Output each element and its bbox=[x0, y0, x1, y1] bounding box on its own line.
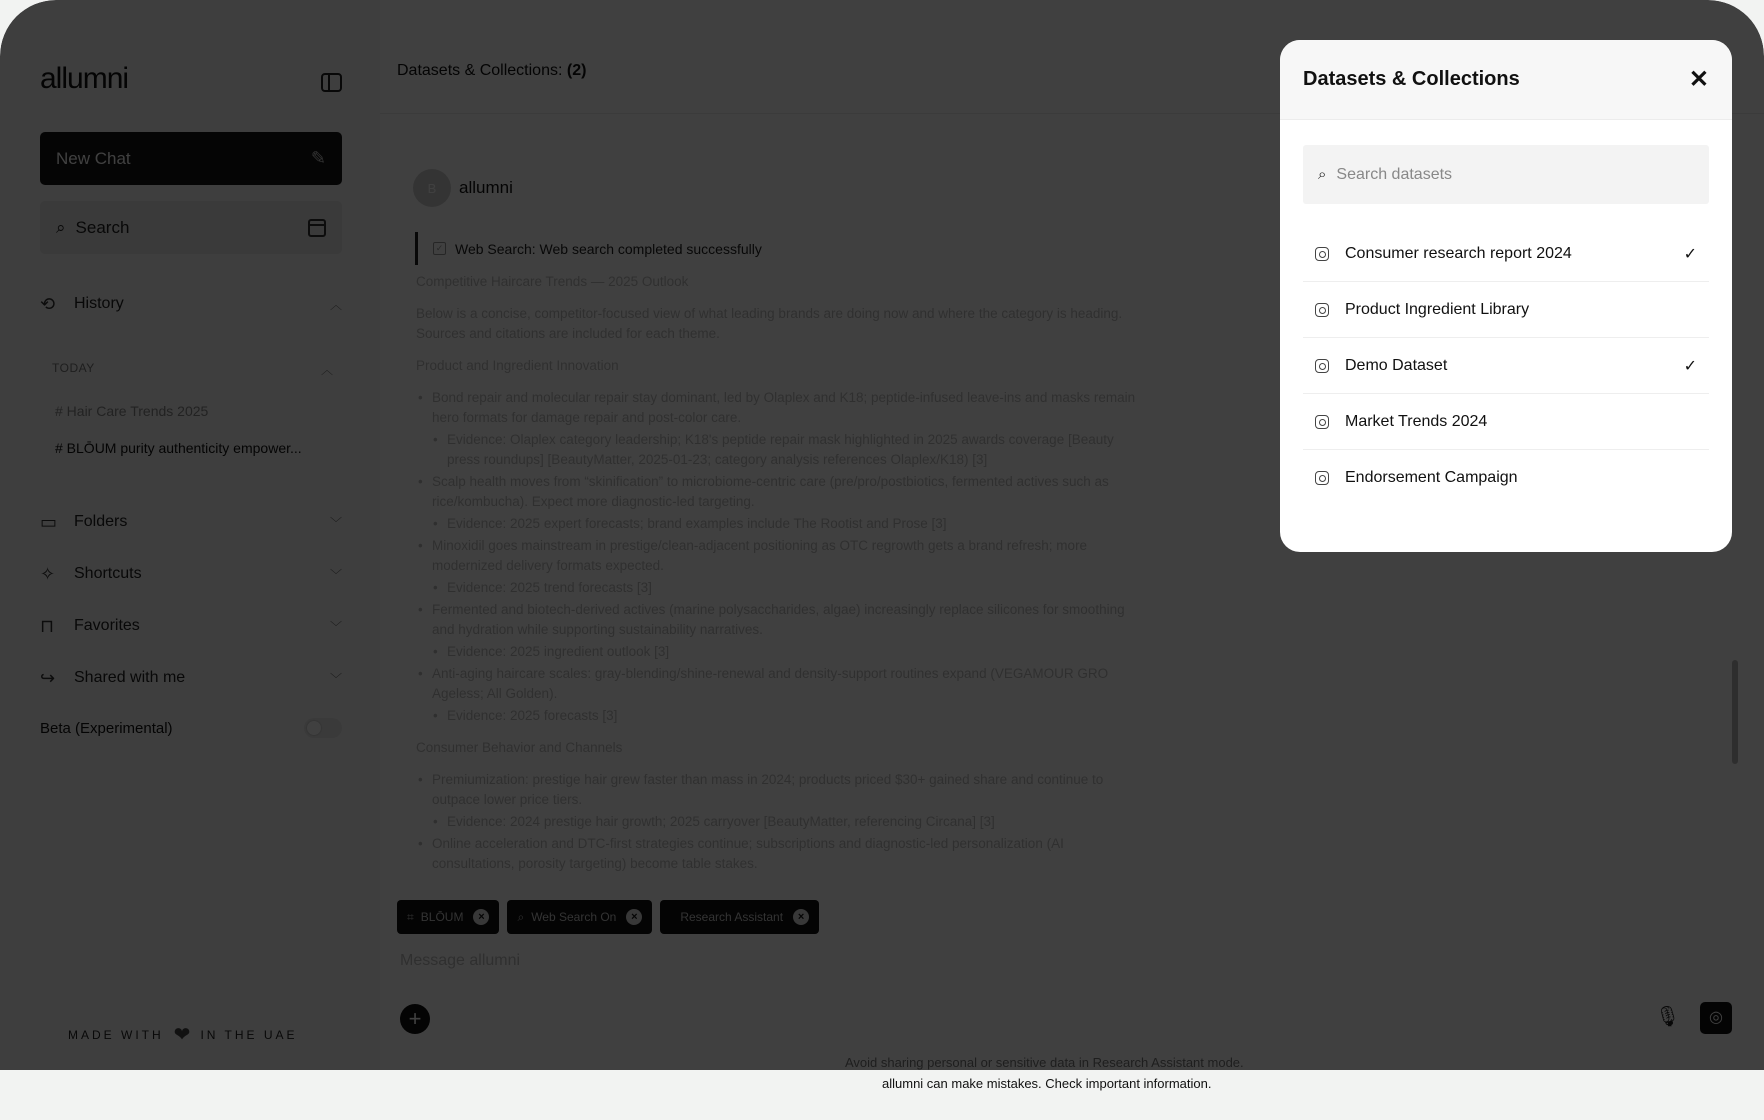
dataset-label: Market Trends 2024 bbox=[1345, 412, 1488, 430]
check-icon: ✓ bbox=[1683, 245, 1697, 263]
dataset-item[interactable] bbox=[1303, 282, 1709, 338]
dataset-label: Demo Dataset bbox=[1345, 356, 1448, 374]
dataset-icon bbox=[1315, 359, 1329, 373]
dataset-search-input[interactable] bbox=[1336, 166, 1686, 184]
datasets-modal bbox=[1280, 40, 1732, 552]
dataset-item[interactable] bbox=[1303, 226, 1709, 282]
dataset-label: Consumer research report 2024 bbox=[1345, 244, 1572, 262]
dataset-icon bbox=[1315, 303, 1329, 317]
dataset-icon bbox=[1315, 415, 1329, 429]
dataset-item[interactable] bbox=[1303, 338, 1709, 394]
search-icon: ⌕ bbox=[1318, 166, 1327, 183]
dataset-item[interactable] bbox=[1303, 450, 1709, 506]
dataset-label: Endorsement Campaign bbox=[1345, 469, 1518, 486]
dataset-icon bbox=[1315, 471, 1329, 485]
dataset-list bbox=[1303, 226, 1709, 506]
dataset-item[interactable] bbox=[1303, 394, 1709, 450]
check-icon: ✓ bbox=[1683, 357, 1697, 375]
close-icon[interactable]: ✕ bbox=[1688, 66, 1709, 93]
dataset-icon bbox=[1315, 247, 1329, 261]
dataset-search[interactable] bbox=[1303, 145, 1709, 204]
modal-title: Datasets & Collections bbox=[1303, 68, 1520, 90]
disclaimer-text: allumni can make mistakes. Check important information. bbox=[882, 1076, 1212, 1091]
modal-header bbox=[1280, 40, 1732, 120]
dataset-label: Product Ingredient Library bbox=[1345, 300, 1530, 318]
